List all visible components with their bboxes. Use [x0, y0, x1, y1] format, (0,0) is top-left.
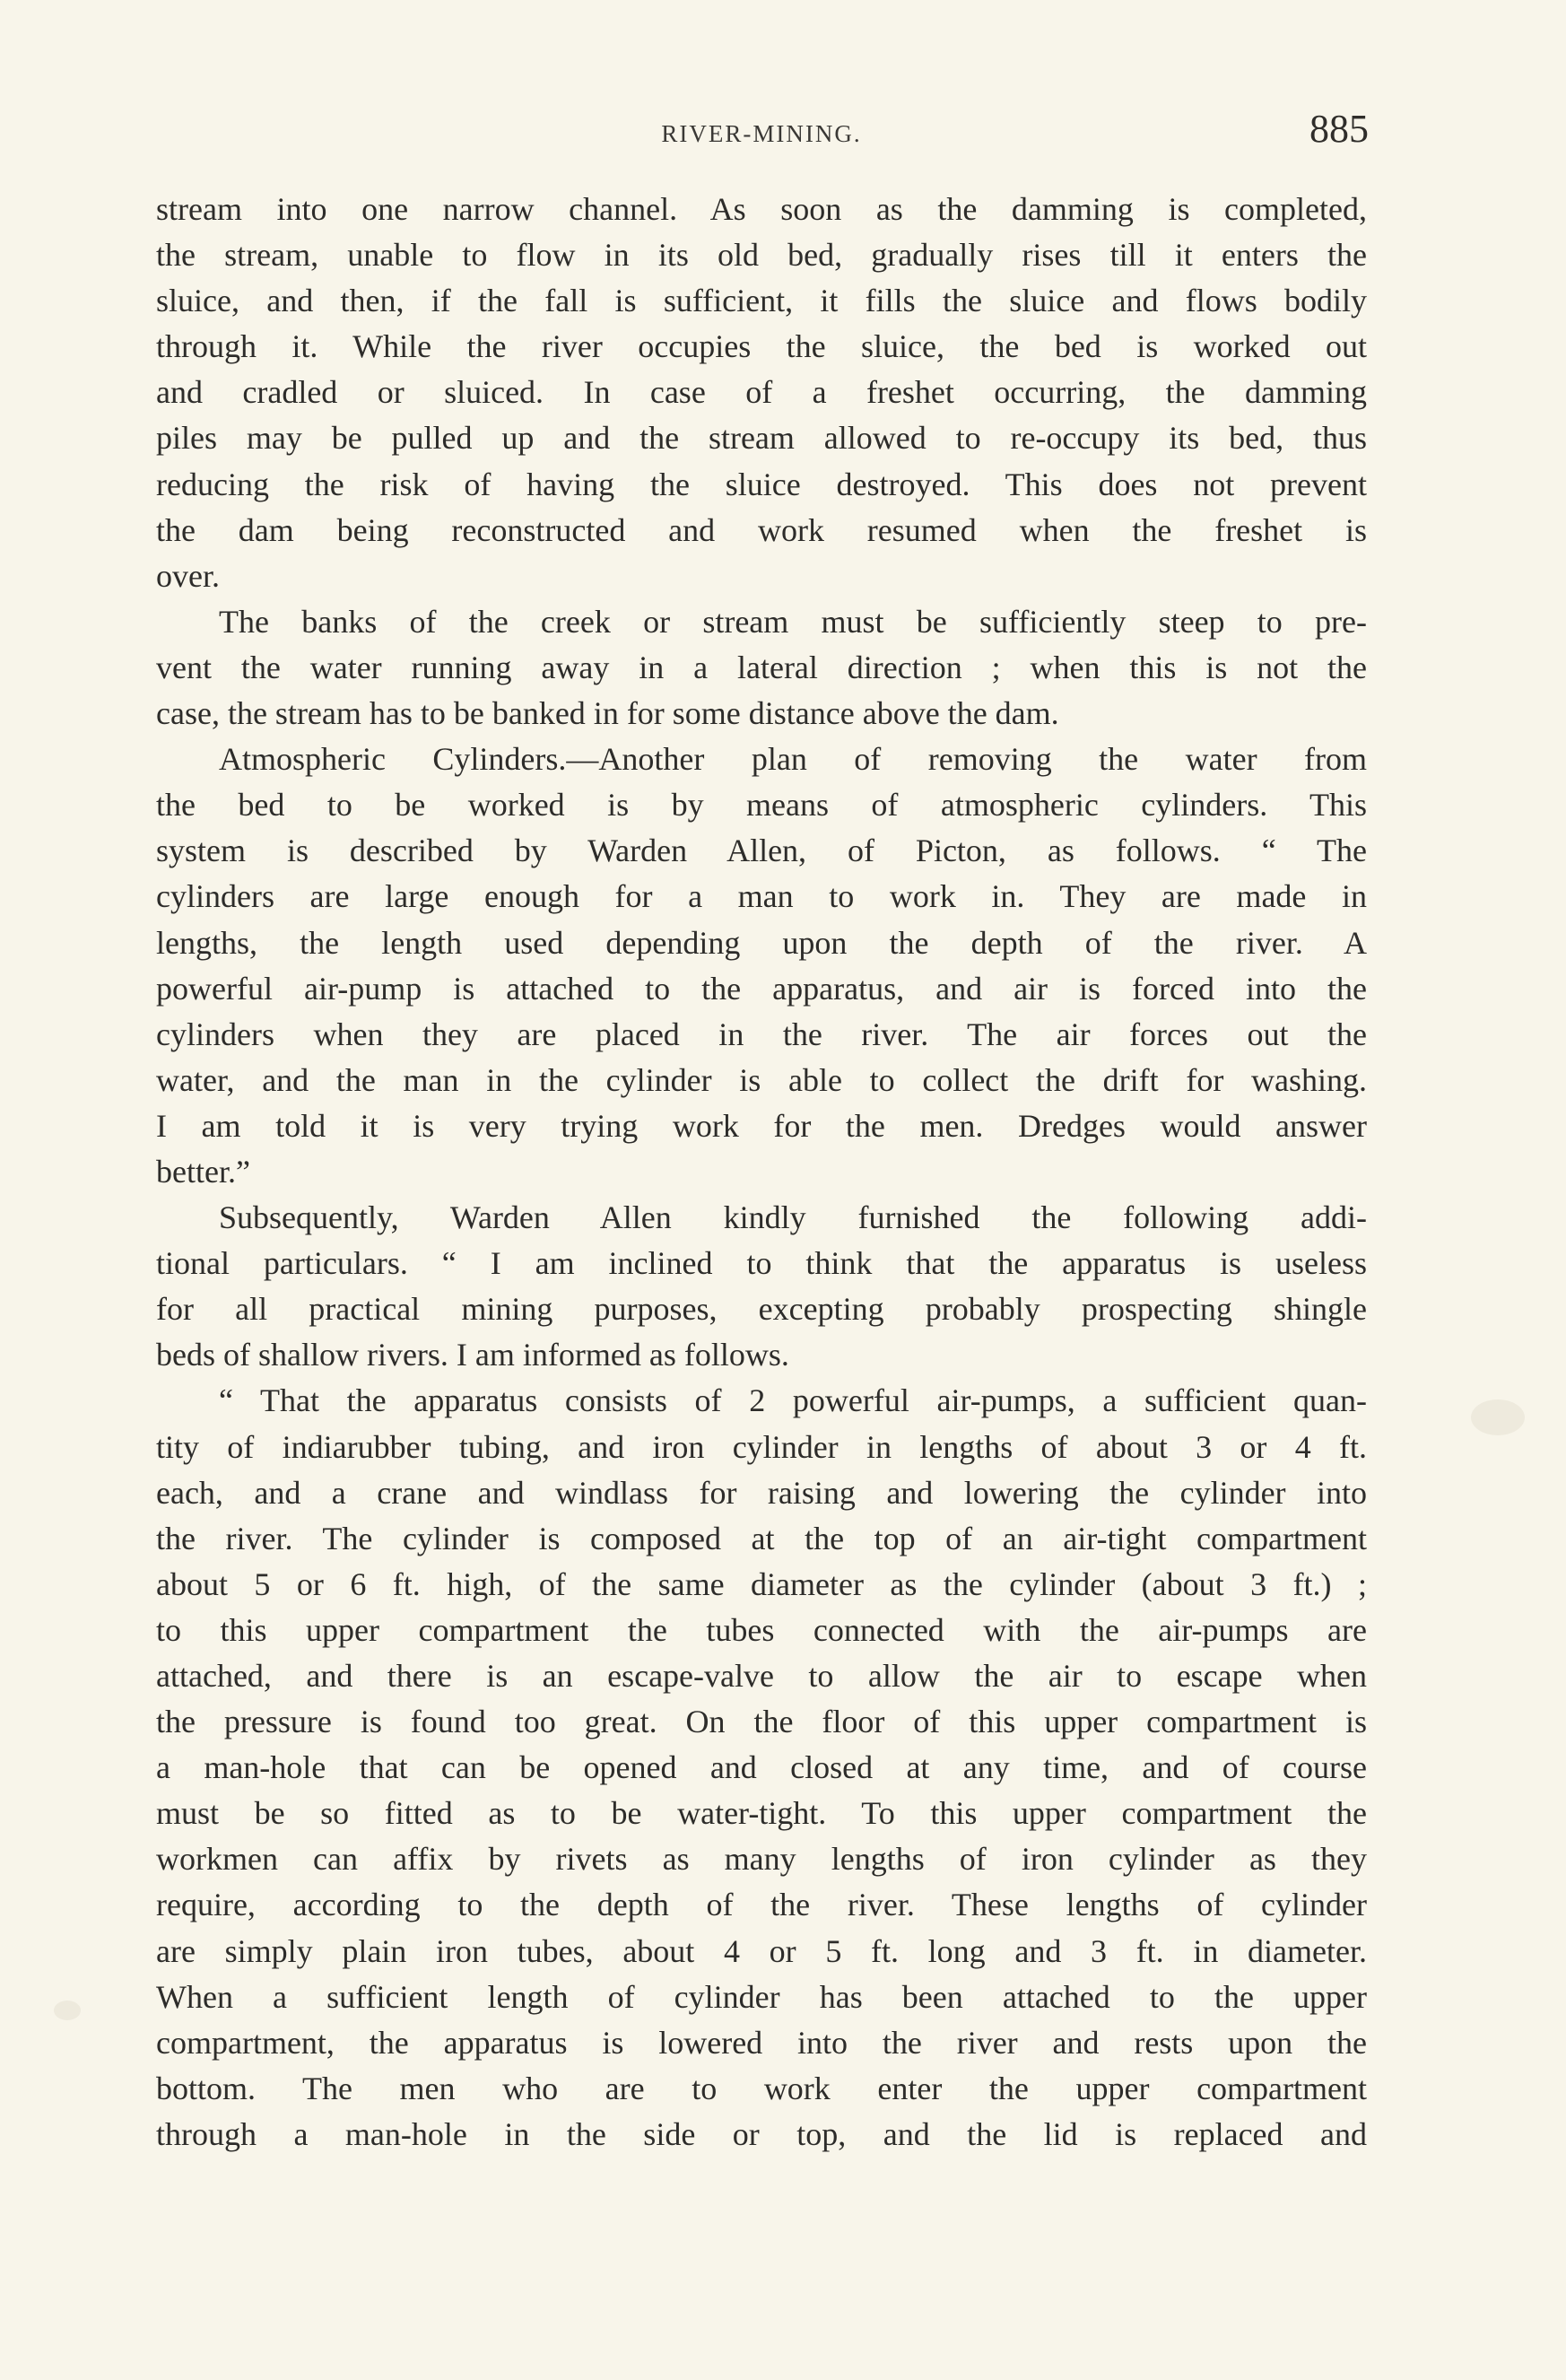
- text-line: powerful air-pump is attached to the apparatus, and air is forced into the: [156, 970, 1367, 1007]
- text-line: better.”: [156, 1153, 250, 1190]
- text-line: system is described by Warden Allen, of Picton, as follows. “ The: [156, 833, 1367, 869]
- text-line: the river. The cylinder is composed at the top of an air-tight compartment: [156, 1520, 1367, 1556]
- text-line: vent the water running away in a lateral direction ; when this is not the: [156, 649, 1367, 685]
- text-line: about 5 or 6 ft. high, of the same diameter as the cylinder (about 3 ft.) ;: [156, 1565, 1367, 1602]
- text-line: compartment, the apparatus is lowered into the river and rests upon the: [156, 2024, 1367, 2061]
- text-line: a man-hole that can be opened and closed at any time, and of course: [156, 1749, 1367, 1786]
- text-line: Subsequently, Warden Allen kindly furnished the following addi-: [219, 1199, 1367, 1236]
- text-line: the dam being reconstructed and work resumed when the freshet is: [156, 511, 1367, 548]
- text-line: case, the stream has to be banked in for some distance above the dam.: [156, 695, 1059, 732]
- text-line: stream into one narrow channel. As soon as the damming is completed,: [156, 191, 1367, 227]
- text-line: Atmospheric Cylinders.—Another plan of removing the water from: [219, 741, 1367, 778]
- paper-stain: [54, 2001, 81, 2020]
- text-line: tity of indiarubber tubing, and iron cylinder in lengths of about 3 or 4 ft.: [156, 1428, 1367, 1465]
- text-line: and cradled or sluiced. In case of a freshet occurring, the damming: [156, 374, 1367, 411]
- running-title: RIVER-MINING.: [661, 120, 862, 147]
- paper-stain: [1471, 1399, 1525, 1435]
- text-line: lengths, the length used depending upon the depth of the river. A: [156, 924, 1367, 961]
- running-head: [156, 106, 1367, 160]
- text-line: over.: [156, 557, 220, 594]
- text-line: I am told it is very trying work for the men. Dredges would answer: [156, 1107, 1367, 1144]
- text-line: the bed to be worked is by means of atmospheric cylinders. This: [156, 787, 1367, 824]
- text-line: bottom. The men who are to work enter the upper compartment: [156, 2070, 1367, 2106]
- text-line: workmen can affix by rivets as many lengths of iron cylinder as they: [156, 1841, 1367, 1878]
- text-line: for all practical mining purposes, excepting probably prospecting shingle: [156, 1291, 1367, 1328]
- text-line: tional particulars. “ I am inclined to think that the apparatus is useless: [156, 1245, 1367, 1282]
- text-line: cylinders when they are placed in the river. The air forces out the: [156, 1016, 1367, 1052]
- text-line: are simply plain iron tubes, about 4 or 5 ft. long and 3 ft. in diameter.: [156, 1932, 1367, 1969]
- page-number: 885: [1309, 107, 1369, 151]
- text-line: The banks of the creek or stream must be sufficiently steep to pre-: [219, 603, 1367, 640]
- text-line: to this upper compartment the tubes connected with the air-pumps are: [156, 1611, 1367, 1648]
- text-line: the stream, unable to flow in its old bed, gradually rises till it enters the: [156, 237, 1367, 274]
- text-line: the pressure is found too great. On the floor of this upper compartment is: [156, 1704, 1367, 1740]
- text-line: sluice, and then, if the fall is sufficient, it fills the sluice and flows bodily: [156, 283, 1367, 319]
- text-line: through it. While the river occupies the sluice, the bed is worked out: [156, 328, 1367, 365]
- text-line: must be so fitted as to be water-tight. To this upper compartment the: [156, 1795, 1367, 1832]
- text-line: cylinders are large enough for a man to work in. They are made in: [156, 878, 1367, 915]
- text-line: water, and the man in the cylinder is able to collect the drift for washing.: [156, 1061, 1367, 1098]
- text-line: require, according to the depth of the river. These lengths of cylinder: [156, 1887, 1367, 1923]
- text-line: piles may be pulled up and the stream allowed to re-occupy its bed, thus: [156, 420, 1367, 457]
- text-line: attached, and there is an escape-valve to allow the air to escape when: [156, 1658, 1367, 1694]
- text-line: When a sufficient length of cylinder has been attached to the upper: [156, 1978, 1367, 2015]
- text-line: beds of shallow rivers. I am informed as follows.: [156, 1337, 789, 1373]
- text-line: “ That the apparatus consists of 2 powerful air-pumps, a sufficient quan-: [219, 1382, 1367, 1419]
- text-line: through a man-hole in the side or top, and the lid is replaced and: [156, 2115, 1367, 2152]
- body-text: [156, 187, 1367, 2158]
- text-line: reducing the risk of having the sluice destroyed. This does not prevent: [156, 466, 1367, 502]
- text-line: each, and a crane and windlass for raising and lowering the cylinder into: [156, 1474, 1367, 1511]
